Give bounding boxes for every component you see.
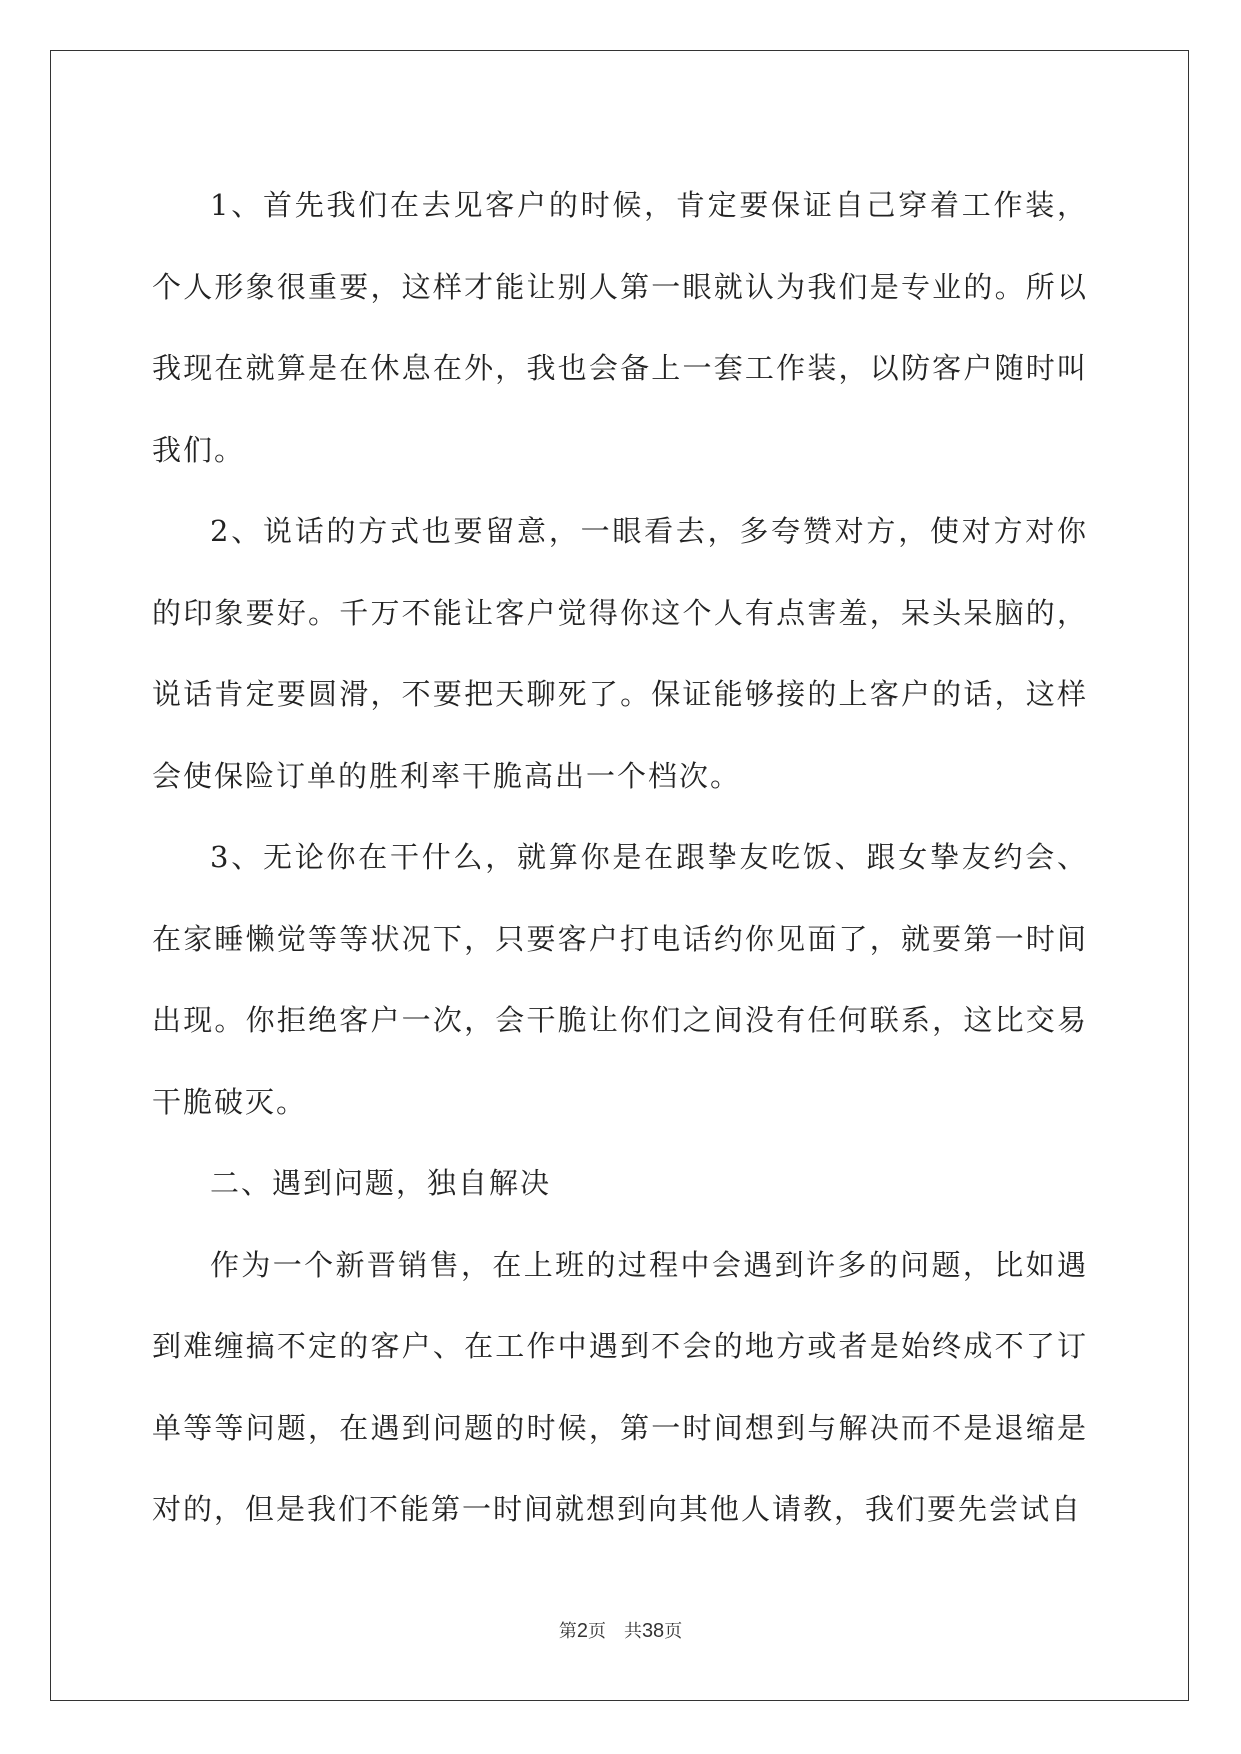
paragraph-4: 作为一个新晋销售，在上班的过程中会遇到许多的问题，比如遇到难缠搞不定的客户、在工作中遇到不会的地方或者是始终成不了订单等等问题，在遇到问题的时候，第一时间想到与解决而不是退缩是对的，但是我们不能第一时间就想到向其他人请教，我们要先尝试自 <box>152 1247 1088 1526</box>
paragraph-2: 2、说话的方式也要留意，一眼看去，多夸赞对方，使对方对你的印象要好。千万不能让客户觉得你这个人有点害羞，呆头呆脑的，说话肯定要圆滑，不要把天聊死了。保证能够接的上客户的话，这样会使保险订单的胜利率干脆高出一个档次。 <box>152 514 1088 793</box>
footer-page-prefix: 第 <box>558 1621 577 1642</box>
paragraph-1: 1、首先我们在去见客户的时候，肯定要保证自己穿着工作装，个人形象很重要，这样才能让别人第一眼就认为我们是专业的。所以我现在就算是在休息在外，我也会备上一套工作装，以防客户随时叫我们。 <box>152 188 1088 467</box>
footer-total-suffix: 页 <box>664 1621 683 1642</box>
footer-total-prefix: 共 <box>623 1621 642 1642</box>
section-heading: 二、遇到问题，独自解决 <box>210 1166 552 1200</box>
footer-page-suffix: 页 <box>587 1621 606 1642</box>
footer-total-number: 38 <box>641 1620 665 1642</box>
page-footer <box>0 1617 1241 1643</box>
footer-page-number: 2 <box>576 1620 588 1642</box>
document-body <box>152 165 1088 1551</box>
paragraph-3: 3、无论你在干什么，就算你是在跟挚友吃饭、跟女挚友约会、在家睡懒觉等等状况下，只要客户打电话约你见面了，就要第一时间出现。你拒绝客户一次，会干脆让你们之间没有任何联系，这比交易干脆破灭。 <box>152 840 1088 1119</box>
